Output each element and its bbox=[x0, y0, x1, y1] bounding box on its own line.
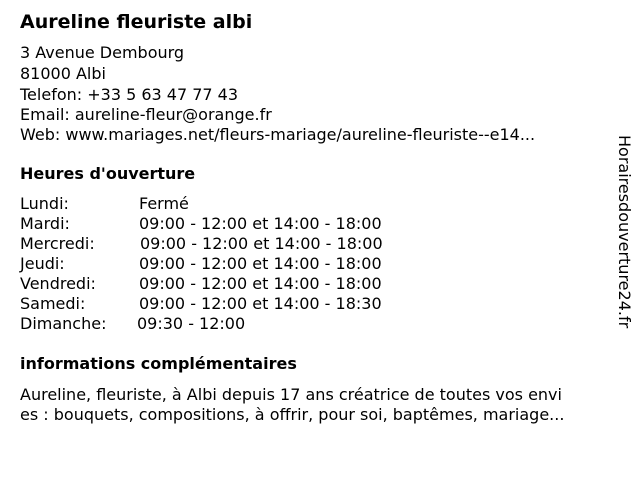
hours-time: 09:00 - 12:00 et 14:00 - 18:00 bbox=[140, 234, 383, 253]
hours-day: Jeudi: bbox=[20, 254, 65, 273]
hours-time: 09:30 - 12:00 bbox=[137, 314, 246, 333]
hours-time: 09:00 - 12:00 et 14:00 - 18:00 bbox=[139, 214, 382, 233]
hours-row-jeudi bbox=[20, 254, 440, 274]
hours-row-mercredi bbox=[20, 234, 440, 254]
hours-day: Dimanche: bbox=[20, 314, 107, 333]
hours-day: Lundi: bbox=[20, 194, 69, 213]
hours-title: Heures d'ouverture bbox=[20, 164, 196, 183]
hours-row-lundi bbox=[20, 194, 440, 214]
info-title: informations complémentaires bbox=[20, 354, 297, 373]
hours-day: Vendredi: bbox=[20, 274, 96, 293]
address-street: 3 Avenue Dembourg bbox=[20, 43, 185, 62]
hours-day: Mardi: bbox=[20, 214, 70, 233]
email-line[interactable]: Email: aureline-fleur@orange.fr bbox=[20, 105, 272, 124]
phone-line[interactable]: Telefon: +33 5 63 47 77 43 bbox=[20, 85, 239, 104]
hours-time: Fermé bbox=[139, 194, 189, 213]
hours-row-samedi bbox=[20, 294, 440, 314]
hours-time: 09:00 - 12:00 et 14:00 - 18:00 bbox=[139, 254, 382, 273]
hours-time: 09:00 - 12:00 et 14:00 - 18:30 bbox=[139, 294, 382, 313]
info-description-line: Aureline, fleuriste, à Albi depuis 17 ans créatrice de toutes vos envi bbox=[20, 385, 562, 404]
info-description-line: es : bouquets, compositions, à offrir, pour soi, baptêmes, mariage... bbox=[20, 405, 565, 424]
hours-day: Mercredi: bbox=[20, 234, 95, 253]
info-description bbox=[20, 385, 620, 425]
site-watermark-text: Horairesdouverture24.fr bbox=[615, 135, 634, 329]
web-line[interactable]: Web: www.mariages.net/fleurs-mariage/aureline-fleuriste--e14... bbox=[20, 125, 536, 144]
hours-time: 09:00 - 12:00 et 14:00 - 18:00 bbox=[139, 274, 382, 293]
business-name: Aureline fleuriste albi bbox=[20, 11, 253, 33]
hours-row-dimanche bbox=[20, 314, 440, 334]
hours-day: Samedi: bbox=[20, 294, 86, 313]
hours-row-mardi bbox=[20, 214, 440, 234]
hours-row-vendredi bbox=[20, 274, 440, 294]
address-city: 81000 Albi bbox=[20, 64, 106, 83]
